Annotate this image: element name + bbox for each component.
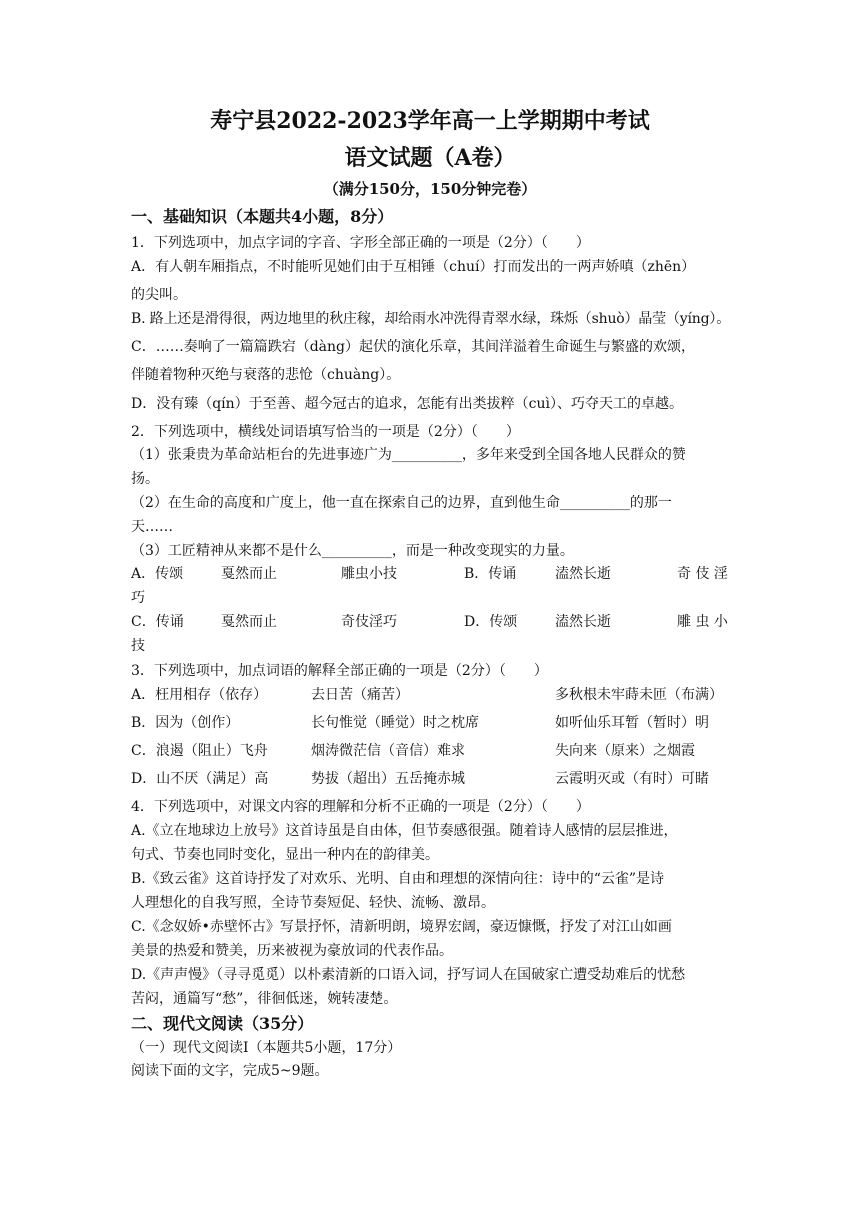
q2-option-d-word3: 雕 虫 小 [677,614,728,630]
q4-option-a: A.《立在地球边上放号》这首诗虽是自由体，但节奏感很强。随着诗人感情的层层推进， [131,823,678,839]
q2-option-c-label: C．传诵 [131,614,184,630]
q1-option-c: C．……奏响了一篇篇跌宕（dàng）起伏的演化乐章，其间洋溢着生命诞生与繁盛的欢颂， [131,339,695,355]
section2-subheading: （一）现代文阅读Ⅰ（本题共5小题，17分） [131,1040,402,1056]
q2-option-d-label: D．传颂 [464,614,518,630]
q1-option-b: B. 路上还是滑得很，两边地里的秋庄稼，却给雨水冲洗得青翠水绿，珠烁（shuò）晶莹（yíng）。 [131,311,731,327]
q4-stem: 4．下列选项中，对课文内容的理解和分析不正确的一项是（2分）（ ） [131,799,590,815]
q4-option-d-cont: 苦闷，通篇写“愁”，徘徊低迷，婉转凄楚。 [131,991,398,1007]
q2-sentence-3: （3）工匠精神从来都不是什么__________，而是一种改变现实的力量。 [131,543,574,559]
q3-option-b-item3: 如听仙乐耳暂（暂时）明 [555,715,709,731]
q3-option-d-item1: D．山不厌（满足）高 [131,771,269,787]
q4-option-d: D.《声声慢》（寻寻觅觅）以朴素清新的口语入词，抒写词人在国破家亡遭受劫难后的忧愁 [131,967,686,983]
q2-option-a-label: A．传颂 [131,566,184,582]
q3-option-d-item2: 势拔（超出）五岳掩赤城 [311,771,465,787]
q1-option-d: D．没有臻（qín）于至善、超今冠古的追求，怎能有出类拔粹（cuì）、巧夺天工的卓越。 [131,396,684,412]
q1-option-c-cont: 伴随着物种灭绝与衰落的悲怆（chuàng）。 [131,367,401,383]
q2-sentence-1-cont: 扬。 [131,471,159,487]
q2-option-d-word2: 溘然长逝 [555,614,611,630]
section2-instruction: 阅读下面的文字，完成5~9题。 [131,1063,329,1079]
q2-option-a-word2: 戛然而止 [221,566,277,582]
q3-option-c-item3: 失向来（原来）之烟霞 [555,743,695,759]
q4-option-c: C.《念奴娇•赤壁怀古》写景抒怀，清新明朗，境界宏阔，豪迈慷慨，抒发了对江山如画 [131,919,672,935]
q2-sentence-2-cont: 天…… [131,519,173,535]
q2-options-row-1-cont: 巧 [131,590,145,606]
exam-title: 寿宁县2022-2023学年高一上学期期中考试 [210,108,650,134]
q2-options-row-1 [131,563,730,583]
q3-option-row [131,712,730,732]
q4-option-a-cont: 句式、节奏也同时变化，显出一种内在的韵律美。 [131,847,439,863]
q2-option-c-word3: 奇伎淫巧 [341,614,397,630]
q3-option-b-item1: B．因为（创作） [131,715,240,731]
q4-option-b: B.《致云雀》这首诗抒发了对欢乐、光明、自由和理想的深情向往：诗中的“云雀”是诗 [131,871,665,887]
q2-option-c-word2: 戛然而止 [221,614,277,630]
q2-options-row-2 [131,611,730,631]
q3-stem: 3．下列选项中，加点词语的解释全部正确的一项是（2分）（ ） [131,663,548,679]
q1-stem: 1．下列选项中，加点字词的字音、字形全部正确的一项是（2分）（ ） [131,235,590,251]
q3-option-d-item3: 云霞明灭或（有时）可睹 [555,771,709,787]
q2-sentence-2: （2）在生命的高度和广度上，他一直在探索自己的边界，直到他生命__________的那一 [131,495,672,511]
q3-option-c-item1: C．浪遏（阻止）飞舟 [131,743,268,759]
q1-option-a: A．有人朝车厢指点，不时能听见她们由于互相锤（chuí）打而发出的一两声娇嗔（zhēn） [131,259,696,275]
section2-heading: 二、现代文阅读（35分） [131,1014,314,1033]
q3-option-row [131,768,730,788]
q3-option-a-item3: 多秋根未牢蒔未匝（布满） [555,687,723,703]
exam-note: （满分150分，150分钟完卷） [323,180,537,198]
q2-option-b-word2: 溘然长逝 [555,566,611,582]
q2-stem: 2．下列选项中，横线处词语填写恰当的一项是（2分）（ ） [131,424,520,440]
q3-option-row [131,684,730,704]
q3-option-a-item1: A．枉用相存（依存） [131,687,268,703]
q4-option-c-cont: 美景的热爱和赞美，历来被视为豪放词的代表作品。 [131,943,453,959]
q2-sentence-1: （1）张秉贵为革命站柜台的先进事迹广为__________，多年来受到全国各地人民群众的赞 [131,447,686,463]
q4-option-b-cont: 人理想化的自我写照，全诗节奏短促、轻快、流畅、激昂。 [131,895,495,911]
q3-option-b-item2: 长句惟觉（睡觉）时之枕席 [311,715,479,731]
q2-options-row-2-cont: 技 [131,638,145,654]
q2-option-a-word3: 雕虫小技 [341,566,397,582]
q1-option-a-cont: 的尖叫。 [131,287,187,303]
q3-option-row [131,740,730,760]
section1-heading: 一、基础知识（本题共4小题，8分） [131,207,394,226]
q2-option-b-label: B．传诵 [464,566,517,582]
exam-subtitle: 语文试题（A卷） [344,145,516,171]
q3-option-c-item2: 烟涛微茫信（音信）难求 [311,743,465,759]
q3-option-a-item2: 去日苦（痛苦） [311,687,409,703]
q2-option-b-word3: 奇 伎 淫 [677,566,728,582]
